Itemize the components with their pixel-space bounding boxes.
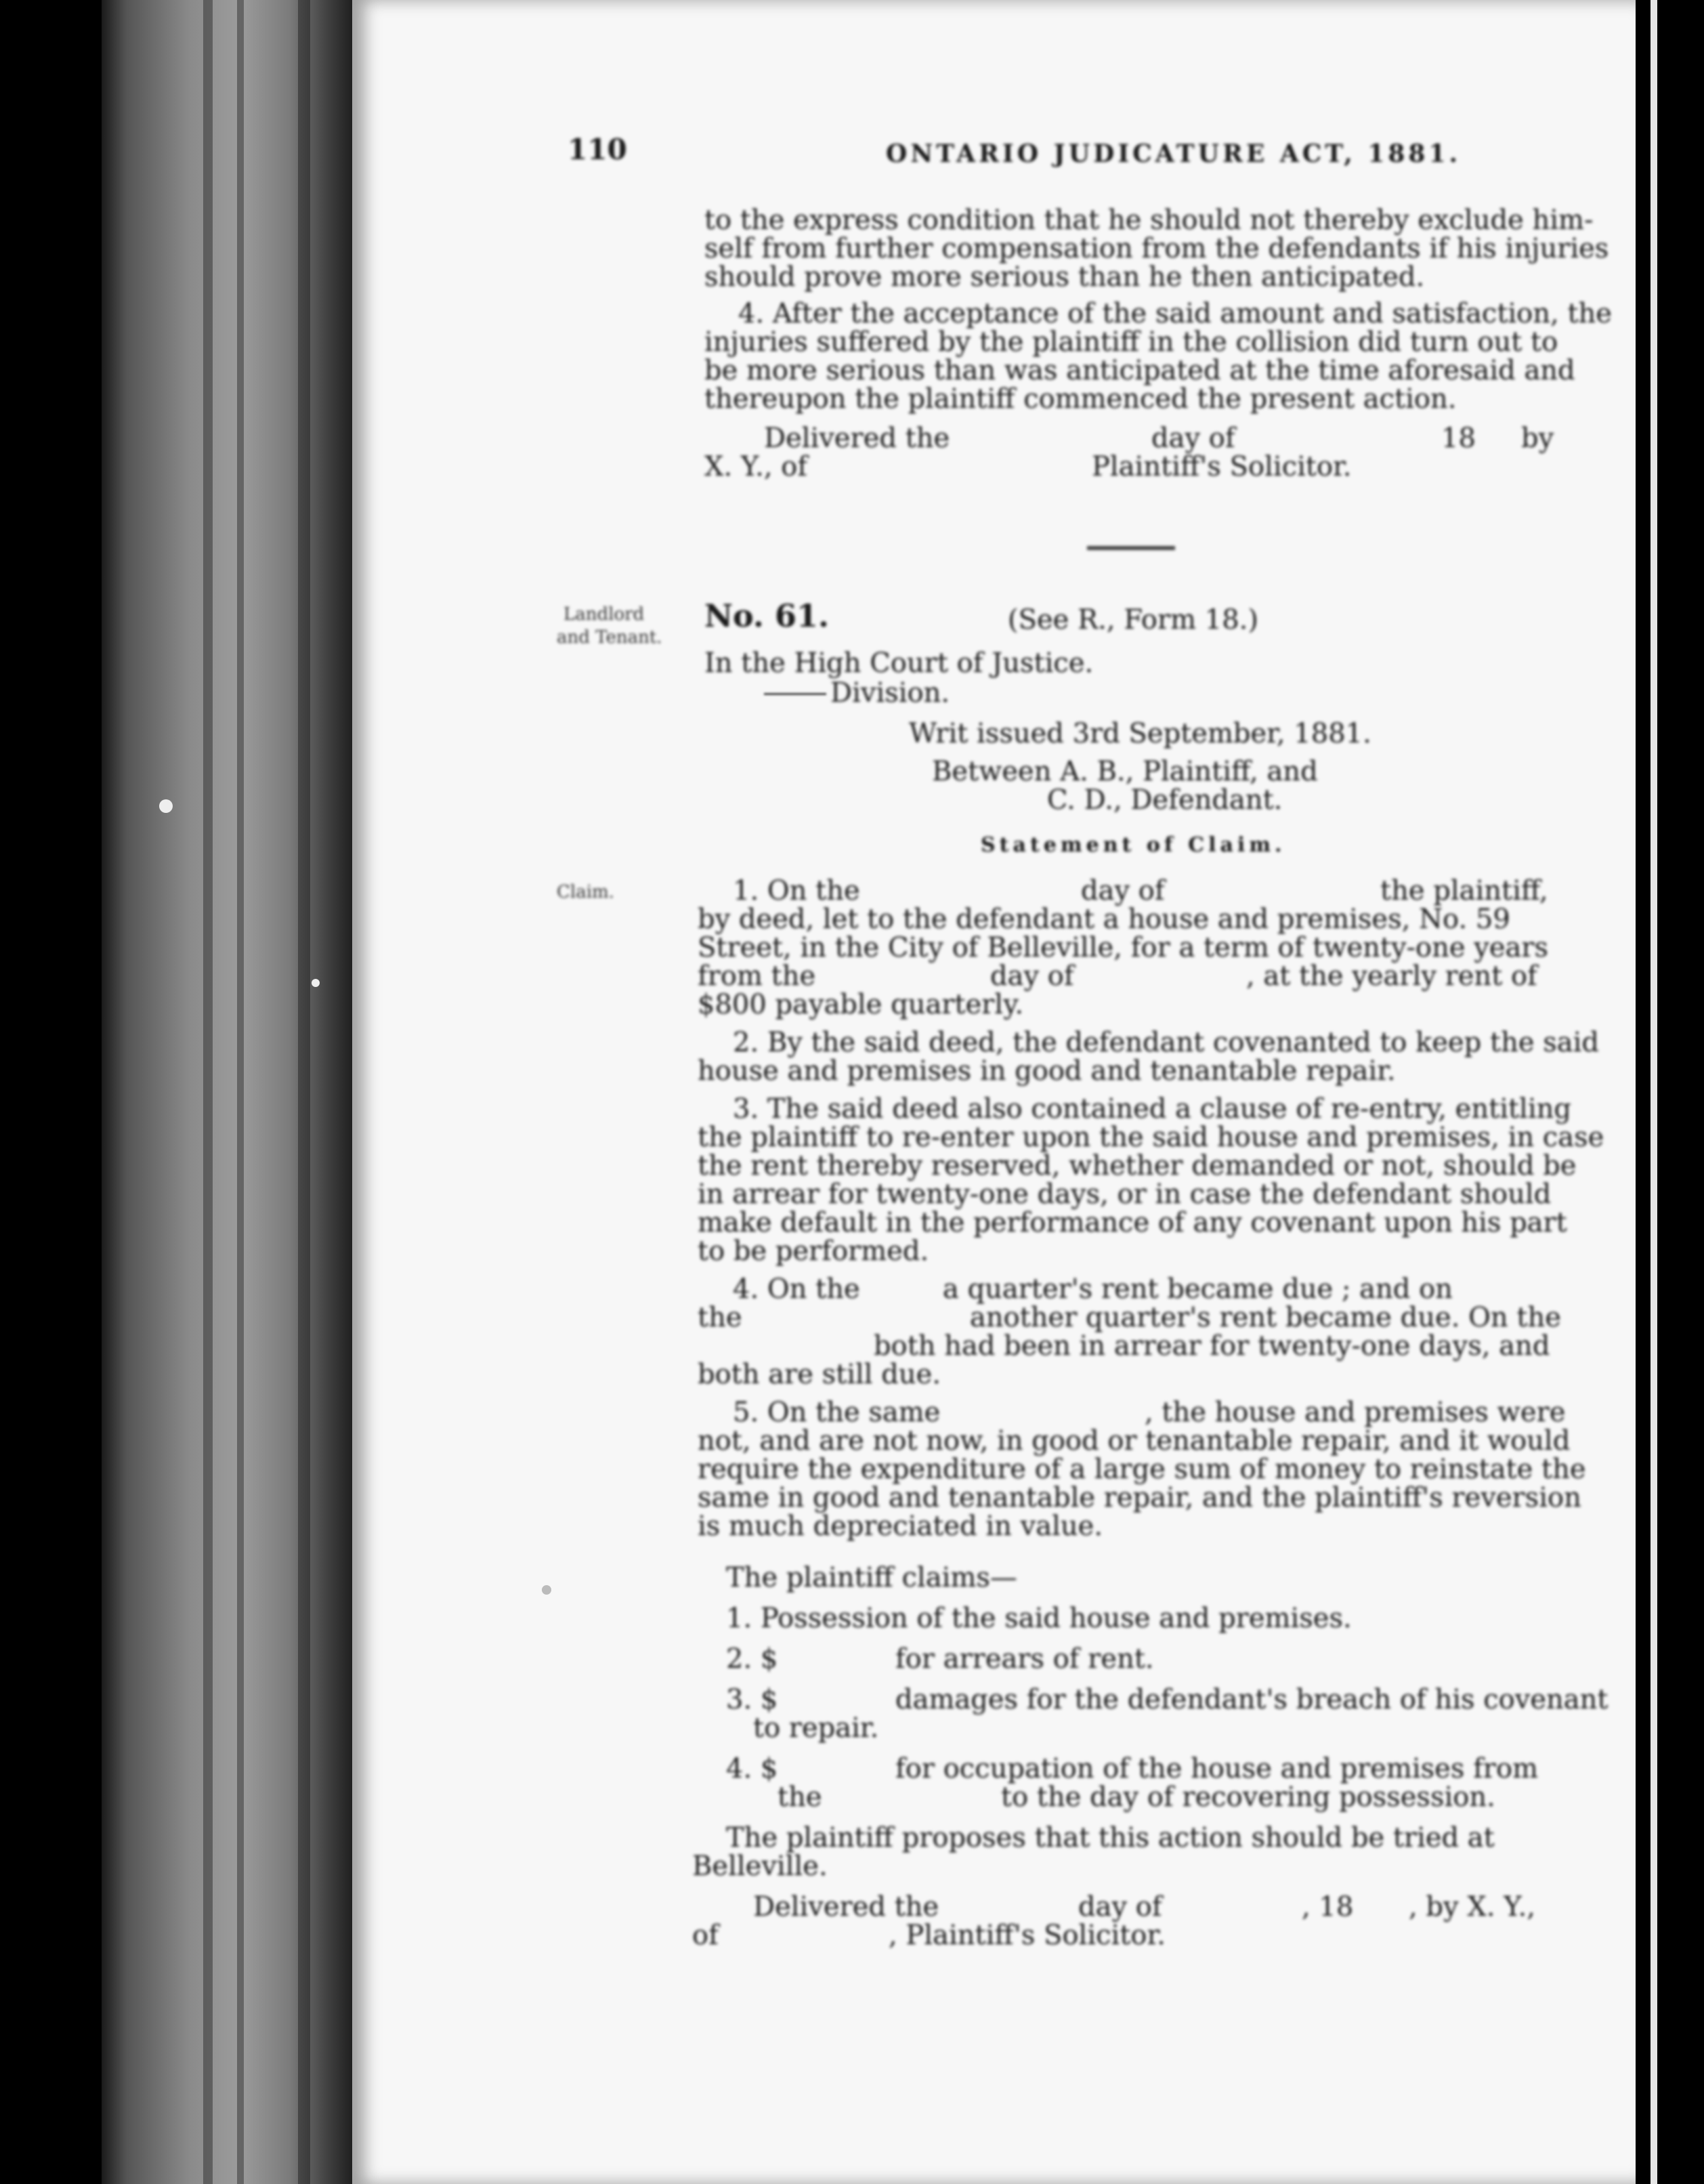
text-line: require the expenditure of a large sum of money to reinstate the	[698, 1454, 1586, 1485]
text-line: to the express condition that he should not thereby exclude him-	[704, 205, 1594, 236]
writ-date: Writ issued 3rd September, 1881.	[909, 718, 1371, 749]
text-line: 2. By the said deed, the defendant covenanted to keep the said	[733, 1027, 1599, 1058]
margin-note: Claim.	[557, 882, 614, 902]
delivered-text: by	[1521, 423, 1554, 454]
text-line: same in good and tenantable repair, and the plaintiff's reversion	[698, 1482, 1581, 1513]
delivered-text: , Plaintiff's Solicitor.	[889, 1920, 1166, 1951]
facing-page-edge	[1636, 0, 1704, 2184]
delivered-text: 18	[1441, 423, 1476, 454]
delivered-text: X. Y., of	[704, 451, 808, 482]
court-name: In the High Court of Justice.	[704, 648, 1094, 679]
text-line: by deed, let to the defendant a house and premises, No. 59	[698, 904, 1510, 935]
text-line: thereupon the plaintiff commenced the present action.	[704, 383, 1457, 415]
claim-item: the	[778, 1782, 822, 1813]
claim-item: for occupation of the house and premises from	[895, 1753, 1539, 1784]
division-label: Division.	[830, 677, 950, 709]
claim-item: 4. $	[726, 1753, 778, 1784]
spine-fold-line	[298, 0, 310, 2184]
delivered-text: of	[692, 1920, 719, 1951]
text-line: a quarter's rent became due ; and on	[943, 1274, 1453, 1305]
text-line: 3. The said deed also contained a clause of re-entry, entitling	[733, 1093, 1572, 1125]
film-speck	[542, 1585, 551, 1595]
text-line: day of	[990, 961, 1074, 992]
text-line: in arrear for twenty-one days, or in case the defendant should	[698, 1179, 1552, 1210]
text-line: not, and are not now, in good or tenantable repair, and it would	[698, 1425, 1571, 1456]
text-line: house and premises in good and tenantable repair.	[698, 1055, 1396, 1087]
claim-item: to repair.	[753, 1713, 879, 1744]
parties-line: C. D., Defendant.	[1047, 784, 1283, 816]
text-line: 1. On the	[733, 875, 860, 906]
form-number: No. 61.	[704, 597, 829, 634]
film-speck	[312, 979, 320, 987]
text-line: 5. On the same	[733, 1397, 941, 1428]
text-line: both are still due.	[698, 1359, 941, 1390]
claim-item: 3. $	[726, 1684, 778, 1715]
margin-note: and Tenant.	[557, 627, 662, 648]
text-line: another quarter's rent became due. On the	[970, 1302, 1561, 1333]
text-line: the rent thereby reserved, whether demanded or not, should be	[698, 1150, 1577, 1181]
form-reference: (See R., Form 18.)	[1008, 604, 1258, 635]
book-spine	[102, 0, 352, 2184]
page-number: 110	[568, 133, 627, 166]
text-line: be more serious than was anticipated at the time aforesaid and	[704, 355, 1575, 386]
claim-item: damages for the defendant's breach of his covenant	[895, 1684, 1609, 1715]
claim-item: for arrears of rent.	[895, 1643, 1154, 1675]
text-line: injuries suffered by the plaintiff in the collision did turn out to	[704, 327, 1558, 358]
film-speck	[159, 799, 173, 813]
delivered-text: Delivered the	[764, 423, 950, 454]
spine-fold-line	[203, 0, 213, 2184]
text-line: the	[698, 1302, 742, 1333]
text-line: make default in the performance of any covenant upon his part	[698, 1207, 1567, 1238]
claim-item: 2. $	[726, 1643, 778, 1675]
claim-item: 1. Possession of the said house and premises.	[726, 1603, 1352, 1634]
claims-intro: The plaintiff claims—	[726, 1562, 1017, 1593]
text-line: self from further compensation from the defendants if his injuries	[704, 233, 1609, 264]
delivered-text: Delivered the	[753, 1891, 939, 1923]
statement-heading: Statement of Claim.	[981, 833, 1286, 857]
claim-item: to the day of recovering possession.	[1001, 1782, 1495, 1813]
delivered-text: Plaintiff's Solicitor.	[1092, 451, 1352, 482]
text-line: , the house and premises were	[1145, 1397, 1566, 1428]
page-edge-rule	[1650, 0, 1657, 2184]
text-line: is much depreciated in value.	[698, 1511, 1103, 1542]
section-separator	[1087, 546, 1175, 550]
trial-text: The plaintiff proposes that this action should be tried at	[726, 1822, 1495, 1853]
text-line: , at the yearly rent of	[1246, 961, 1537, 992]
margin-note: Landlord	[563, 604, 645, 625]
spine-fold-line	[237, 0, 244, 2184]
text-line: day of	[1081, 875, 1165, 906]
text-line: the plaintiff,	[1380, 875, 1548, 906]
text-line: to be performed.	[698, 1236, 929, 1267]
text-line: $800 payable quarterly.	[698, 989, 1024, 1020]
text-line: should prove more serious than he then anticipated.	[704, 261, 1425, 293]
running-title: ONTARIO JUDICATURE ACT, 1881.	[886, 140, 1462, 168]
delivered-text: , 18	[1302, 1891, 1354, 1923]
text-line: 4. On the	[733, 1274, 860, 1305]
text-line: both had been in arrear for twenty-one days, and	[874, 1330, 1550, 1362]
blank-line	[764, 693, 826, 695]
text-line: 4. After the acceptance of the said amount and satisfaction, the	[738, 298, 1612, 329]
delivered-text: day of	[1078, 1891, 1162, 1923]
text-line: the plaintiff to re-enter upon the said house and premises, in case	[698, 1122, 1604, 1153]
parties-line: Between A. B., Plaintiff, and	[932, 756, 1318, 787]
text-line: from the	[698, 961, 816, 992]
delivered-text: , by X. Y.,	[1409, 1891, 1535, 1923]
text-line: Street, in the City of Belleville, for a term of twenty-one years	[698, 932, 1549, 963]
delivered-text: day of	[1151, 423, 1235, 454]
trial-text: Belleville.	[692, 1851, 828, 1882]
